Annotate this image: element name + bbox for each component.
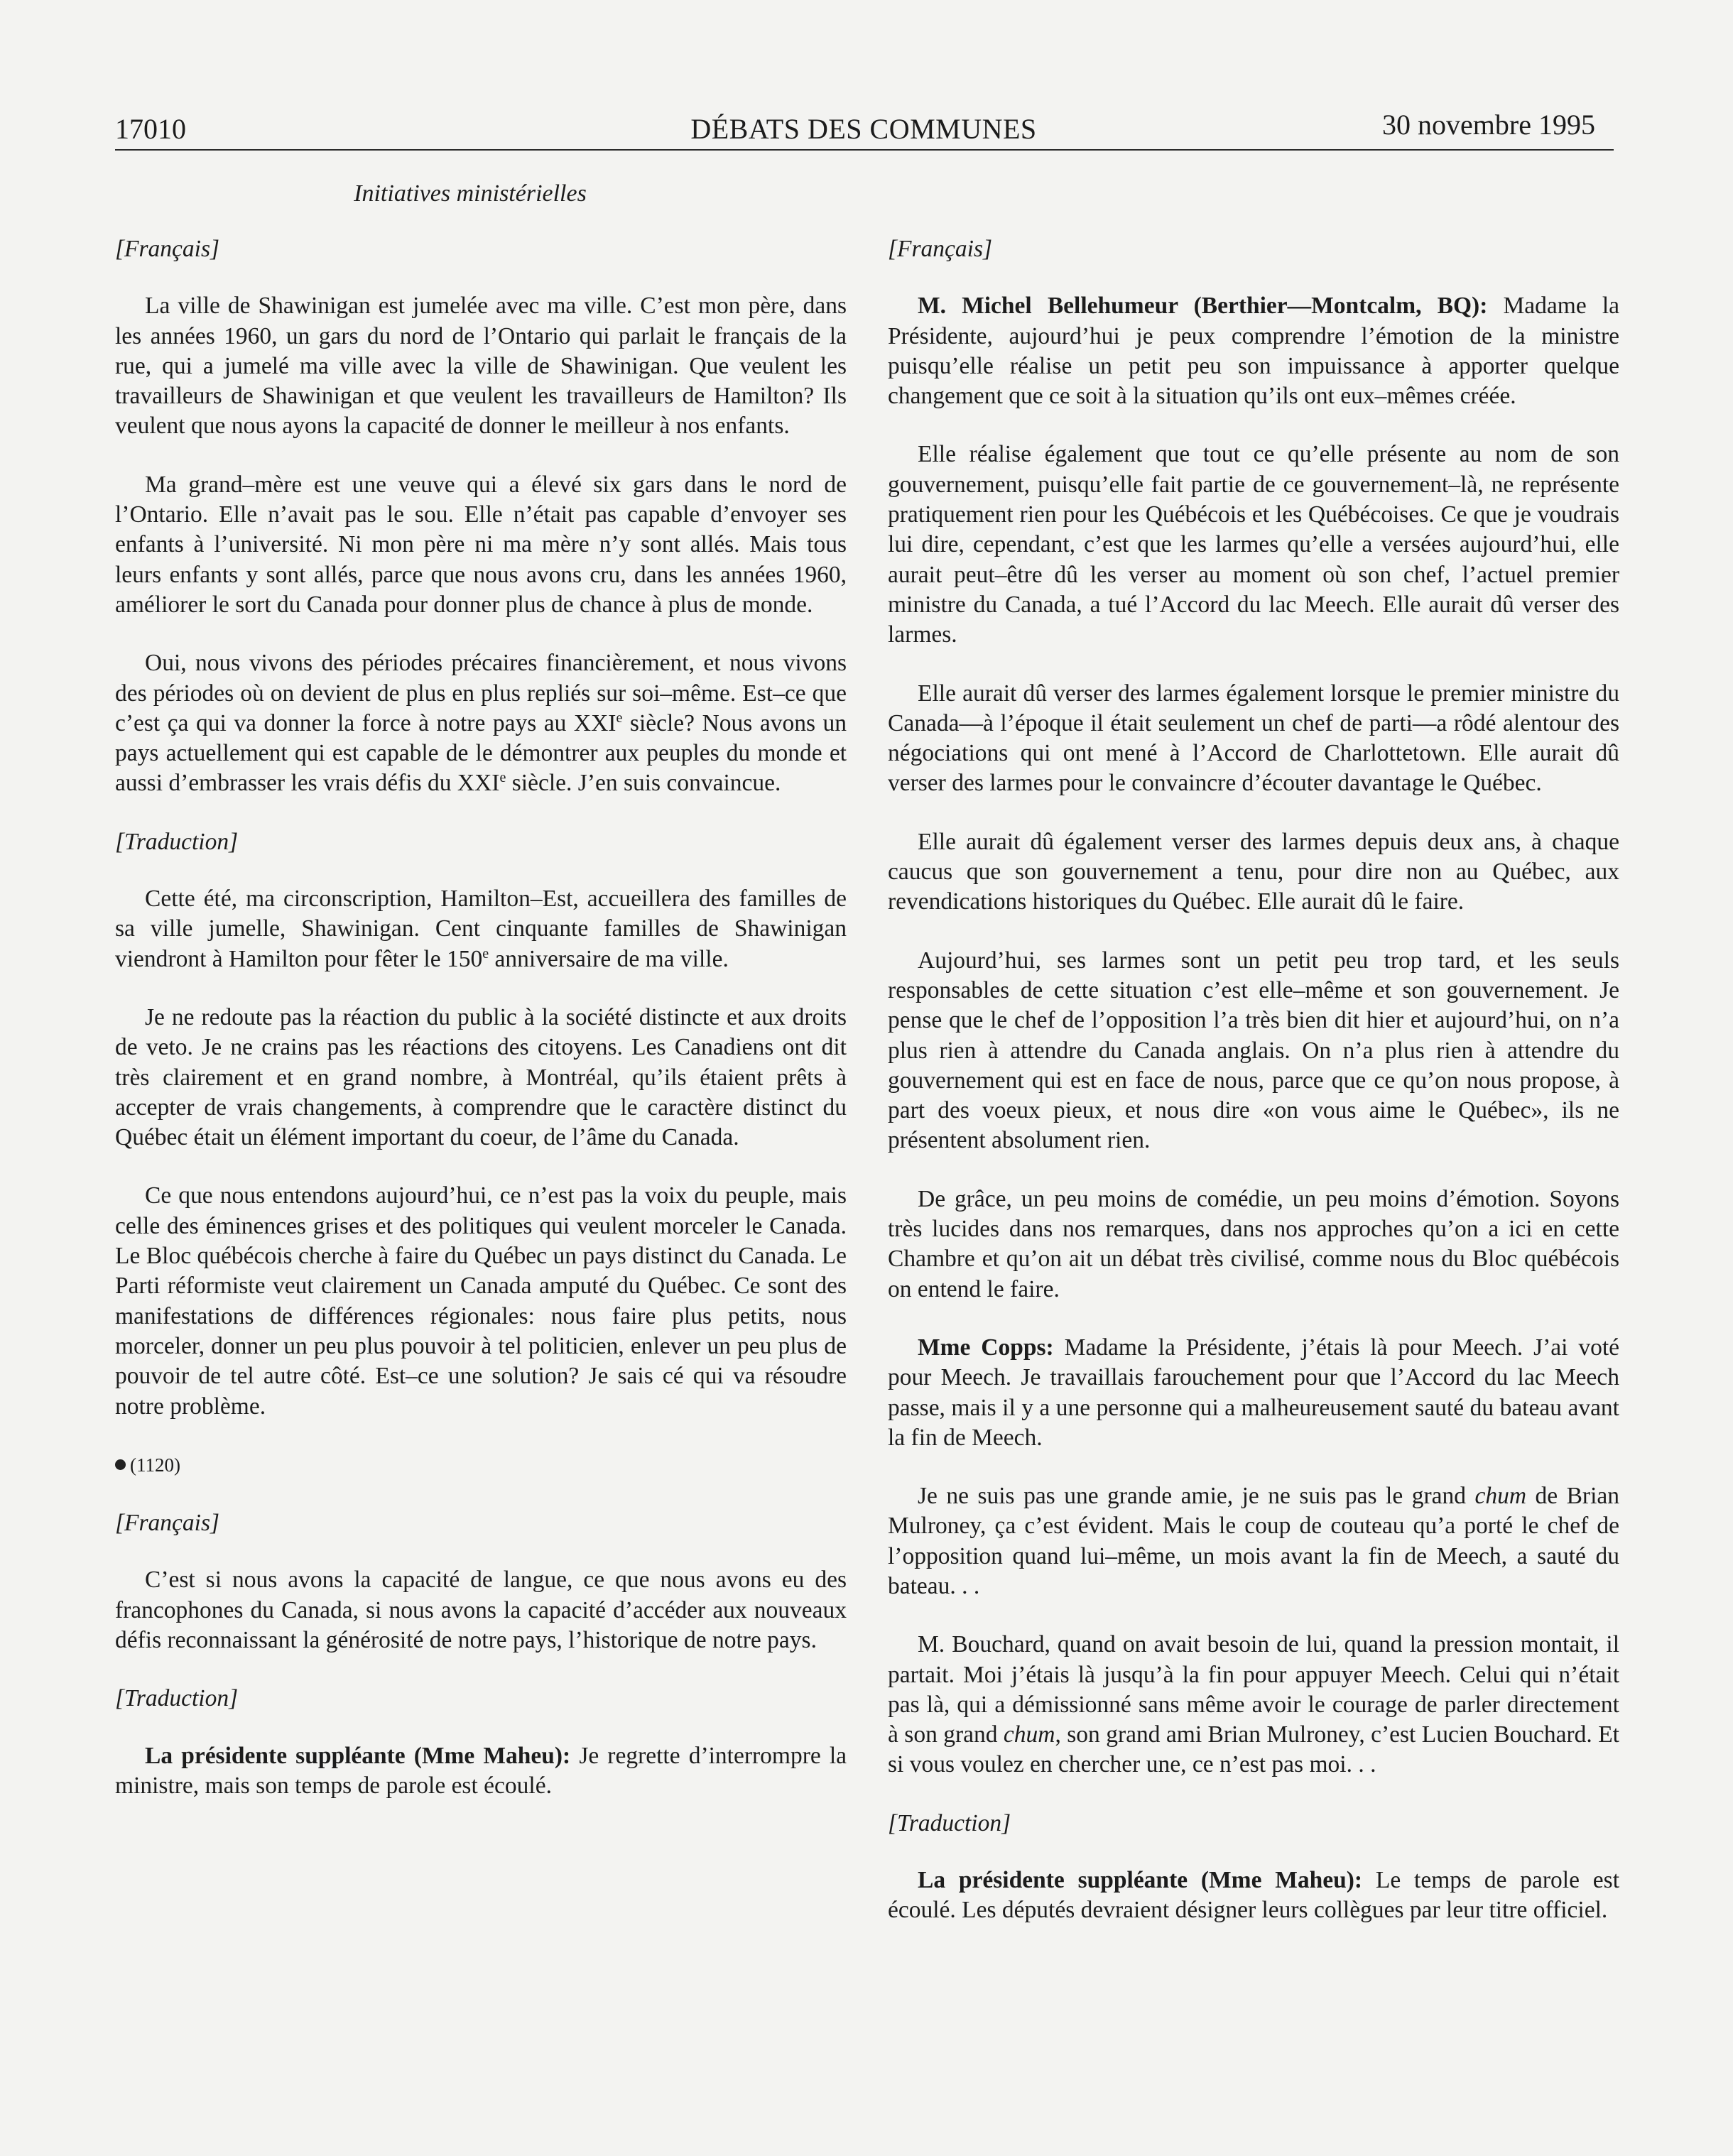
paragraph <box>888 291 1619 411</box>
section-title: Initiatives ministérielles <box>354 180 587 207</box>
speaker-name: La présidente suppléante (Mme Maheu): <box>918 1867 1363 1894</box>
speaker-name: La présidente suppléante (Mme Maheu): <box>145 1742 571 1769</box>
text: Madame la Présidente, aujourd’hui je peux comprendre l’émotion de la ministre puisqu’elle réalise un petit peu son impuissance à apporter quelque changement que ce soit à la situation qu’ils ont eux–mêmes créée. <box>888 293 1619 410</box>
left-column <box>115 234 847 1829</box>
publication-title: DÉBATS DES COMMUNES <box>690 113 1037 145</box>
superscript: e <box>482 945 489 962</box>
text: , son grand ami Brian Mulroney, c’est Lucien Bouchard. Et si vous voulez en chercher une, ce n’est pas moi. . . <box>888 1721 1619 1778</box>
language-tag: [Français] <box>888 236 993 262</box>
paragraph: De grâce, un peu moins de comédie, un peu moins d’émotion. Soyons très lucides dans nos remarques, dans nos approches qu’on a ici en cette Chambre et qu’on ait un débat très civilisé, comme nous du Bloc québécois on entend le faire. <box>888 1185 1619 1302</box>
language-tag: [Français] <box>115 236 220 262</box>
text: Je ne suis pas une grande amie, je ne suis pas le grand <box>918 1483 1475 1510</box>
text: siècle? Nous avons un pays actuellement qui est capable de le démontrer aux peuples du monde et aussi d’embrasser les vrais défis du XXI <box>115 709 847 797</box>
paragraph: Ce que nous entendons aujourd’hui, ce n’est pas la voix du peuple, mais celle des éminences grises et des politiques qui veulent morceler le Canada. Le Bloc québécois cherche à faire du Québec un pays distinct du Canada. Le Parti réformiste veut clairement un Canada amputé du Québec. Ce sont des manifestations de différences régionales: nous faire plus petits, nous morceler, donner un peu plus pouvoir à tel politicien, enlever un peu plus de pouvoir de tel autre côté. Est–ce une solution? Je sais cé qui va résoudre notre problème. <box>115 1182 847 1420</box>
time-marker-text: (1120) <box>130 1454 180 1476</box>
text: M. Bouchard, quand on avait besoin de lui, quand la pression montait, il partait. Moi j’étais là jusqu’à la fin pour appuyer Meech. Celui qui n’était pas là, qui a démissionné sans même avoir le courage de parler directement à son grand <box>888 1631 1619 1748</box>
right-column <box>888 234 1619 1954</box>
superscript: e <box>499 770 506 786</box>
page-header <box>115 105 1612 148</box>
page-date: 30 novembre 1995 <box>1382 109 1595 141</box>
paragraph <box>888 1481 1619 1601</box>
paragraph <box>115 884 847 974</box>
speaker-name: Mme Copps: <box>918 1334 1054 1361</box>
paragraph <box>115 1741 847 1802</box>
paragraph: Aujourd’hui, ses larmes sont un petit peu trop tard, et les seuls responsables de cette situation c’est elle–même et son gouvernement. Je pense que le chef de l’opposition l’a très bien dit hier et aujourd’hui, on n’a plus rien à attendre du Canada anglais. On n’a plus rien à attendre du gouvernement qui est en face de nous, parce que ce qu’on nous propose, à part des voeux pieux, et nous dire «on vous aime le Québec», ils ne présentent absolument rien. <box>888 947 1619 1154</box>
paragraph: Elle aurait dû également verser des larmes depuis deux ans, à chaque caucus que son gouvernement a tenu, pour dire non au Québec, aux revendications historiques du Québec. Elle aurait dû le faire. <box>888 828 1619 915</box>
text: Madame la Présidente, j’étais là pour Meech. J’ai voté pour Meech. Je travaillais farouchement pour que l’Accord du lac Meech passe, mais il y a une personne qui a malheureusement sauté du bateau avant la fin de Meech. <box>888 1334 1619 1451</box>
text: Je regrette d’interrompre la ministre, mais son temps de parole est écoulé. <box>115 1742 847 1799</box>
text: Cette été, ma circonscription, Hamilton–Est, accueillera des familles de sa ville jumelle, Shawinigan. Cent cinquante familles de Shawinigan viendront à Hamilton pour fêter le 150 <box>115 886 847 972</box>
superscript: e <box>616 709 623 726</box>
paragraph: Elle aurait dû verser des larmes également lorsque le premier ministre du Canada—à l’époque il était seulement un chef de parti—a rôdé alentour des négociations qui ont mené à l’Accord de Charlottetown. Elle aurait dû verser des larmes pour le convaincre d’écouter davantage le Québec. <box>888 680 1619 797</box>
emphasis: chum <box>1003 1721 1055 1748</box>
paragraph <box>888 1630 1619 1780</box>
paragraph <box>115 648 847 798</box>
speaker-name: M. Michel Bellehumeur (Berthier—Montcalm, BQ): <box>918 293 1488 320</box>
text: siècle. J’en suis convaincue. <box>506 770 781 797</box>
header-rule <box>115 149 1614 151</box>
language-tag: [Traduction] <box>115 1685 239 1712</box>
paragraph: Ma grand–mère est une veuve qui a élevé six gars dans le nord de l’Ontario. Elle n’avait pas le sou. Elle n’était pas capable d’envoyer ses enfants à l’université. Ni mon père ni ma mère n’y sont allés. Mais tous leurs enfants y sont allés, parce que nous avons cru, dans les années 1960, améliorer le sort du Canada pour donner plus de chance à plus de monde. <box>115 471 847 618</box>
paragraph: C’est si nous avons la capacité de langue, ce que nous avons eu des francophones du Canada, si nous avons la capacité d’accéder aux nouveaux défis reconnaissant la générosité de notre pays, l’historique de notre pays. <box>115 1567 847 1653</box>
text: de Brian Mulroney, ça c’est évident. Mais le coup de couteau qu’a porté le chef de l’opposition quand lui–même, un mois avant la fin de Meech, a sauté du bateau. . . <box>888 1483 1620 1599</box>
paragraph <box>888 1333 1619 1453</box>
language-tag: [Français] <box>115 1510 220 1537</box>
paragraph: Je ne redoute pas la réaction du public à la société distincte et aux droits de veto. Je ne crains pas les réactions des citoyens. Les Canadiens ont dit très clairement et en grand nombre, à Montréal, qu’ils étaient prêts à accepter de vrais changements, à comprendre que le caractère distinct du Québec était un élément important du coeur, de l’âme du Canada. <box>115 1003 847 1151</box>
language-tag: [Traduction] <box>888 1809 1011 1836</box>
text: Le temps de parole est écoulé. Les députés devraient désigner leurs collègues par leur titre officiel. <box>888 1867 1620 1924</box>
paragraph: La ville de Shawinigan est jumelée avec ma ville. C’est mon père, dans les années 1960, un gars du nord de l’Ontario qui parlait le français de la rue, qui a jumelé ma ville avec la ville de Shawinigan. Que veulent les travailleurs de Shawinigan et que veulent les travailleurs de Hamilton? Ils veulent que nous ayons la capacité de donner le meilleur à nos enfants. <box>115 293 847 440</box>
bullet-icon <box>115 1459 126 1470</box>
text: Oui, nous vivons des périodes précaires financièrement, et nous vivons des périodes où on devient de plus en plus repliés sur soi–même. Est–ce que c’est ça qui va donner la force à notre pays au XXI <box>115 650 847 736</box>
paragraph: Elle réalise également que tout ce qu’elle présente au nom de son gouvernement, puisqu’elle fait partie de ce gouvernement–là, ne représente pratiquement rien pour les Québécois et les Québécoises. Ce que je voudrais lui dire, cependant, c’est que les larmes qu’elle a versées aujourd’hui, elle aurait peut–être dû les verser au moment où son chef, l’actuel premier ministre du Canada, a tué l’Accord du lac Meech. Elle aurait dû verser des larmes. <box>888 441 1619 648</box>
paragraph <box>888 1866 1619 1926</box>
time-marker <box>115 1450 847 1480</box>
page-number: 17010 <box>115 113 186 145</box>
text: anniversaire de ma ville. <box>489 945 729 972</box>
language-tag: [Traduction] <box>115 828 239 855</box>
emphasis: chum <box>1474 1483 1527 1510</box>
